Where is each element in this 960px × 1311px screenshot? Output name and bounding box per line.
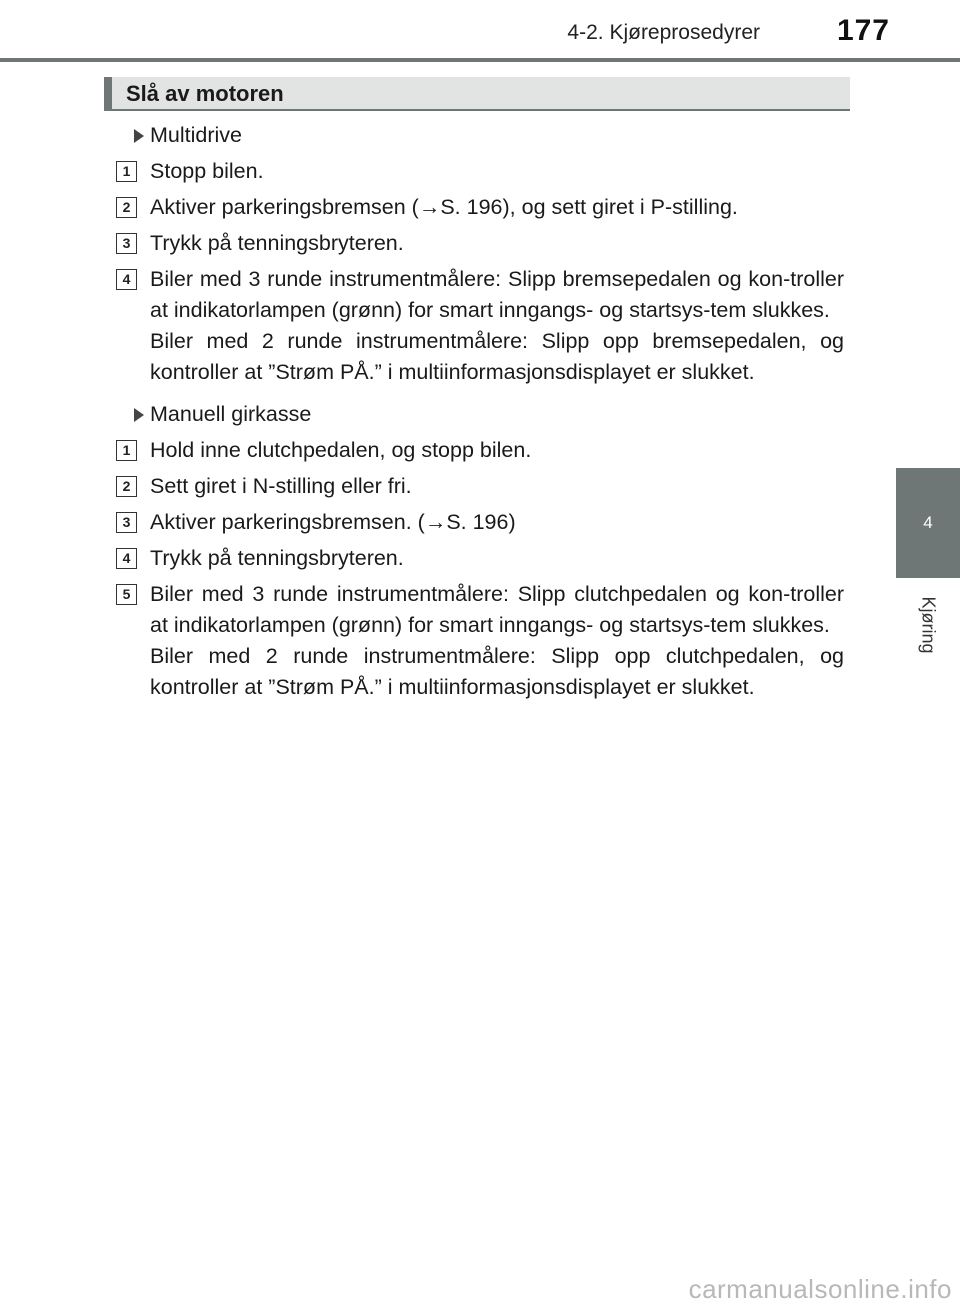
- step-number: 1: [116, 161, 137, 182]
- step-item: [112, 192, 844, 223]
- group-heading-text: Multidrive: [150, 123, 242, 147]
- footer-watermark: carmanualsonline.info: [688, 1274, 952, 1304]
- step-item: [112, 507, 844, 538]
- triangle-bullet-icon: [134, 408, 144, 422]
- step-text: Biler med 2 runde instrumentmålere: Slipp opp bremsepedalen, og kontroller at ”Strøm PÅ.” i multiinformasjonsdisplayet er slukket.: [150, 329, 844, 384]
- step-item: [112, 264, 844, 388]
- step-text: Biler med 3 runde instrumentmålere: Slipp bremsepedalen og kon-troller at indikatorlampen (grønn) for smart inngangs- og startsys-tem slukkes.: [150, 267, 844, 322]
- triangle-bullet-icon: [134, 129, 144, 143]
- step-item: [112, 156, 844, 187]
- step-text: Aktiver parkeringsbremsen. (→S. 196): [150, 510, 516, 534]
- step-number: 3: [116, 233, 137, 254]
- step-number: 2: [116, 197, 137, 218]
- step-text: Sett giret i N-stilling eller fri.: [150, 474, 412, 498]
- step-text: Biler med 2 runde instrumentmålere: Slipp opp clutchpedalen, og kontroller at ”Strøm PÅ.” i multiinformasjonsdisplayet er slukket.: [150, 644, 844, 699]
- section-title-bar: [104, 77, 850, 111]
- group-multidrive: [112, 120, 844, 388]
- header-rule: [0, 58, 960, 62]
- step-text: Stopp bilen.: [150, 159, 264, 183]
- step-text: Trykk på tenningsbryteren.: [150, 231, 404, 255]
- section-title: Slå av motoren: [126, 81, 284, 106]
- step-number: 4: [116, 269, 137, 290]
- step-item: [112, 471, 844, 502]
- group-heading-text: Manuell girkasse: [150, 402, 312, 426]
- step-item: [112, 543, 844, 574]
- chapter-label-text: Kjøring: [918, 596, 939, 654]
- step-text: Trykk på tenningsbryteren.: [150, 546, 404, 570]
- group-heading: [112, 120, 844, 151]
- step-number: 2: [116, 476, 137, 497]
- step-number: 3: [116, 512, 137, 533]
- step-text: Biler med 3 runde instrumentmålere: Slipp clutchpedalen og kon-troller at indikatorlampen (grønn) for smart inngangs- og startsys-tem slukkes.: [150, 582, 844, 637]
- chapter-label: [896, 585, 960, 665]
- header-section-title: 4-2. Kjøreprosedyrer: [567, 21, 760, 44]
- step-item: [112, 228, 844, 259]
- step-item: [112, 579, 844, 703]
- step-item: [112, 435, 844, 466]
- group-heading: [112, 399, 844, 430]
- step-number: 4: [116, 548, 137, 569]
- step-text: Hold inne clutchpedalen, og stopp bilen.: [150, 438, 532, 462]
- step-text: Aktiver parkeringsbremsen (→S. 196), og sett giret i P-stilling.: [150, 195, 738, 219]
- content: [112, 120, 844, 708]
- chapter-tab: 4: [896, 468, 960, 578]
- page-number: 177: [836, 14, 890, 47]
- group-manual: [112, 399, 844, 703]
- step-number: 5: [116, 584, 137, 605]
- step-number: 1: [116, 440, 137, 461]
